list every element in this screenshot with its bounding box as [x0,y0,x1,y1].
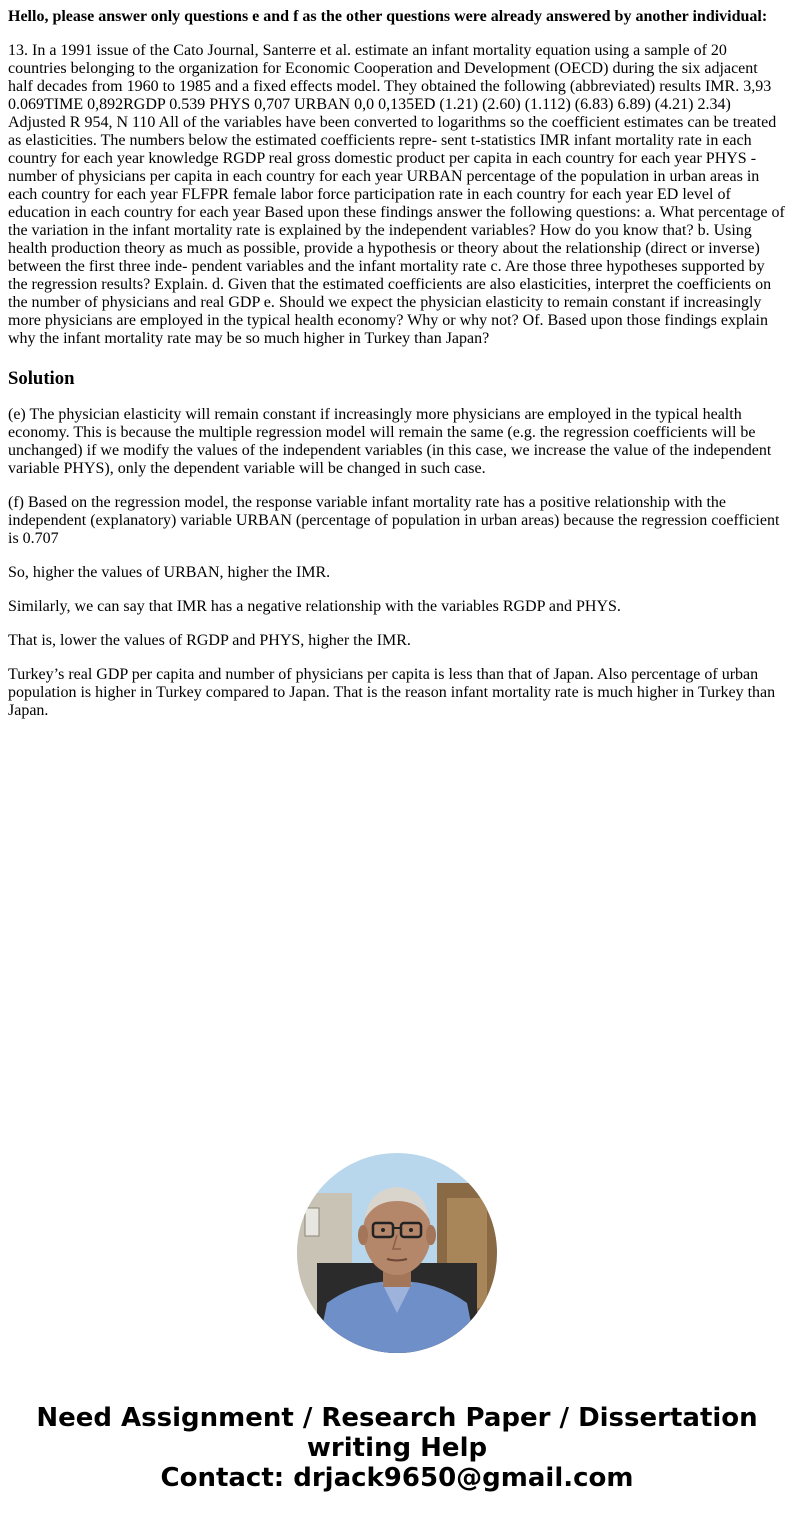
document-content [8,8,786,736]
author-avatar [297,1153,497,1353]
promo-line-2: writing Help [306,1433,488,1463]
promo-line-1: Need Assignment / Research Paper / Dissertation [36,1403,758,1433]
solution-heading: Solution [8,368,75,389]
promo-banner [0,1403,794,1493]
solution-paragraph-turkey: Turkey’s real GDP per capita and number of physicians per capita is less than that of Japan. Also percentage of urban population is higher in Turkey compared to Japan. That is the reason infant mortality rate is much higher in Turkey than Japan. [8,666,776,719]
solution-paragraph-e: (e) The physician elasticity will remain constant if increasingly more physicians are employed in the typical health economy. This is because the multiple regression model will remain the same (e.g. the regression coefficients will be unchanged) if we modify the values of the independent variables (in this case, we increase the value of the independent variable PHYS), only the dependent variable will be changed in such case. [8,406,772,477]
solution-paragraph-urban: So, higher the values of URBAN, higher the IMR. [8,564,331,581]
author-portrait-image [297,1153,497,1353]
solution-paragraph-f: (f) Based on the regression model, the response variable infant mortality rate has a positive relationship with the independent (explanatory) variable URBAN (percentage of population in urban areas) because the regression coefficient is 0.707 [8,494,780,547]
promo-contact: Contact: drjack9650@gmail.com [160,1463,634,1493]
solution-paragraph-lower: That is, lower the values of RGDP and PHYS, higher the IMR. [8,632,411,649]
question-intro: Hello, please answer only questions e and f as the other questions were already answered by another individual: [8,8,768,25]
question-body: 13. In a 1991 issue of the Cato Journal, Santerre et al. estimate an infant mortality equation using a sample of 20 countries belonging to the organization for Economic Cooperation and Development (OECD) during the six adjacent half decades from 1960 to 1985 and a fixed effects model. They obtained the following (abbreviated) results IMR. 3,93 0.069TIME 0,892RGDP 0.539 PHYS 0,707 URBAN 0,0 0,135ED (1.21) (2.60) (1.112) (6.83) 6.89) (4.21) 2.34) Adjusted R 954, N 110 All of the variables have been converted to logarithms so the coefficient estimates can be treated as elasticities. The numbers below the estimated coefficients repre- sent t-statistics IMR infant mortality rate in each country for each year knowledge RGDP real gross domestic product per capita in each country for each year PHYS - number of physicians per capita in each country for each year URBAN percentage of the population in urban areas in each country for each year FLFPR female labor force participation rate in each country for each year ED level of education in each country for each year Based upon these findings answer the following questions: a. What percentage of the variation in the infant mortality rate is explained by the independent variables? How do you know that? b. Using health production theory as much as possible, provide a hypothesis or theory about the relationship (direct or inverse) between the first three inde- pendent variables and the infant mortality rate c. Are those three hypotheses supported by the regression results? Explain. d. Given that the estimated coefficients are also elasticities, interpret the coefficients on the number of physicians and real GDP e. Should we expect the physician elasticity to remain constant if increasingly more physicians are employed in the typical health economy? Why or why not? Of. Based upon those findings explain why the infant mortality rate may be so much higher in Turkey than Japan? [8,42,785,347]
solution-paragraph-negative: Similarly, we can say that IMR has a negative relationship with the variables RGDP and PHYS. [8,598,621,615]
